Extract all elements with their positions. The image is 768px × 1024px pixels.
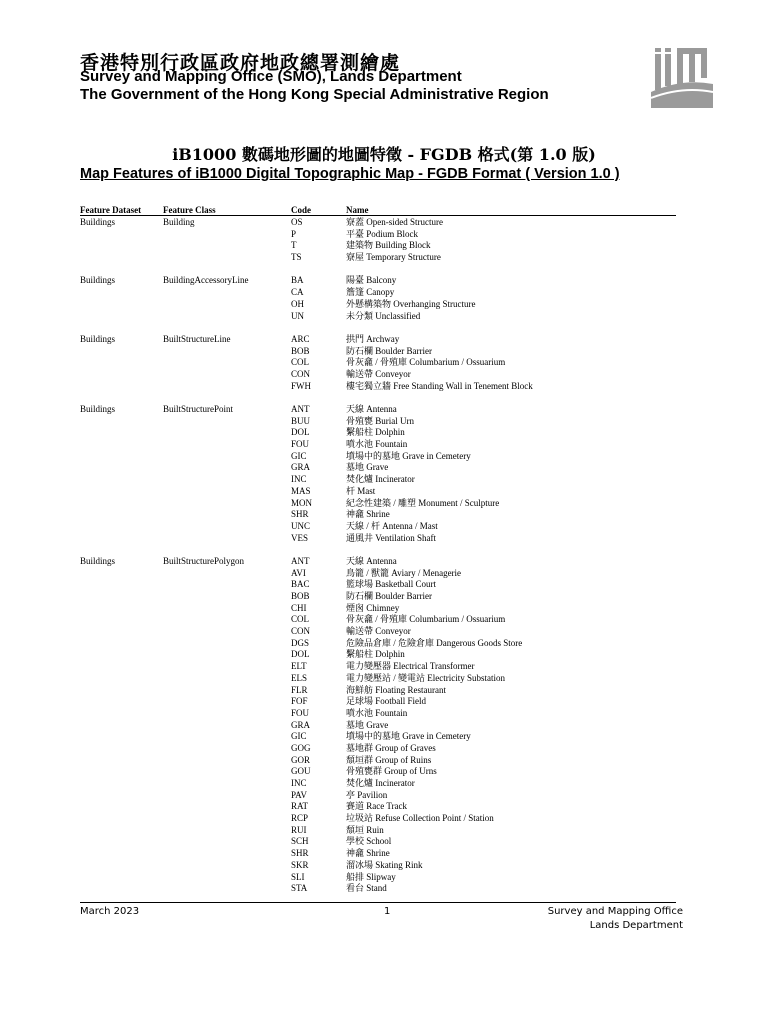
code-cell: OS [291,217,303,227]
feature-dataset-cell: Buildings [80,275,116,286]
code-cell: ARC [291,333,310,344]
code-cell: COL [291,614,309,625]
feature-group [0,275,768,322]
name-cell: 平臺 Podium Block [346,228,419,239]
feature-class-cell: Building [163,217,195,227]
table-row [0,521,768,533]
code-cell: TS [291,252,302,263]
table-row [0,334,768,346]
table-row [0,591,768,603]
table-row [0,462,768,474]
table-row [0,533,768,545]
table-row [0,299,768,311]
name-cell: 垃圾站 Refuse Collection Point / Station [346,813,494,824]
table-row [0,217,768,229]
table-row [0,883,768,895]
code-cell: CHI [291,602,307,613]
table-row [0,872,768,884]
code-cell: ANT [291,555,310,566]
code-cell: SLI [291,871,305,882]
header-org-english: Survey and Mapping Office (SMO), Lands Department [80,68,462,85]
name-cell: 陽臺 Balcony [346,275,397,286]
table-row [0,708,768,720]
name-cell: 輸送帶 Conveyor [346,626,411,637]
code-cell: UNC [291,520,311,531]
table-row [0,649,768,661]
table-row [0,579,768,591]
feature-dataset-cell: Buildings [80,555,116,566]
code-cell: AVI [291,567,306,578]
column-header-feature-class: Feature Class [163,205,216,215]
name-cell: 輸送帶 Conveyor [346,368,411,379]
feature-group [0,556,768,895]
table-row [0,603,768,615]
name-cell: 煙囪 Chimney [346,602,400,613]
table-row [0,813,768,825]
code-cell: RUI [291,824,307,835]
header-rule [80,215,676,216]
name-cell: 足球場 Football Field [346,696,427,707]
feature-dataset-cell: Buildings [80,333,116,344]
name-cell: 鳥籠 / 獸籠 Aviary / Menagerie [346,567,462,578]
table-row [0,427,768,439]
table-row [0,720,768,732]
feature-dataset-cell: Buildings [80,217,116,227]
name-cell: 電力變壓站 / 變電站 Electricity Substation [346,672,505,683]
table-row [0,661,768,673]
code-cell: INC [291,474,307,485]
table-row [0,568,768,580]
name-cell: 噴水池 Fountain [346,707,408,718]
name-cell: 噴水池 Fountain [346,439,408,450]
table-row [0,229,768,241]
code-cell: COL [291,357,309,368]
name-cell: 防石欄 Boulder Barrier [346,591,432,601]
column-header-code: Code [291,205,311,215]
table-row [0,696,768,708]
code-cell: FLR [291,684,308,695]
table-row [0,451,768,463]
code-cell: FOU [291,707,310,718]
table-row [0,626,768,638]
code-cell: RAT [291,801,309,812]
name-cell: 樓宅獨立牆 Free Standing Wall in Tenement Block [346,380,533,391]
name-cell: 籃球場 Basketball Court [346,579,436,590]
table-row [0,848,768,860]
code-cell: STA [291,883,308,894]
name-cell: 紀念性建築 / 雕塑 Monument / Sculpture [346,497,500,508]
code-cell: ELS [291,672,308,683]
name-cell: 神龕 Shrine [346,509,390,520]
code-cell: CON [291,626,311,637]
table-row [0,509,768,521]
table-row [0,357,768,369]
name-cell: 墓地 Grave [346,719,389,730]
code-cell: SHR [291,848,309,859]
table-row [0,498,768,510]
table-row [0,287,768,299]
code-cell: GIC [291,731,307,742]
name-cell: 頹垣 Ruin [346,824,384,835]
name-cell: 建築物 Building Block [346,240,431,251]
code-cell: SHR [291,509,309,520]
name-cell: 簷篷 Canopy [346,287,395,298]
table-row [0,556,768,568]
code-cell: MAS [291,485,311,496]
name-cell: 神龕 Shrine [346,848,390,859]
table-row [0,790,768,802]
feature-table-body [0,217,768,895]
feature-class-cell: BuiltStructureLine [163,333,231,344]
column-header-name: Name [346,205,369,215]
name-cell: 防石欄 Boulder Barrier [346,345,432,356]
name-cell: 頹垣群 Group of Ruins [346,754,432,765]
code-cell: GIC [291,450,307,461]
name-cell: 亭 Pavilion [346,789,388,800]
name-cell: 船排 Slipway [346,871,396,882]
code-cell: FOF [291,696,308,707]
code-cell: DOL [291,649,310,660]
table-row [0,638,768,650]
table-row [0,685,768,697]
name-cell: 杆 Mast [346,485,376,496]
name-cell: 天線 Antenna [346,555,397,566]
code-cell: GOU [291,766,311,777]
name-cell: 天線 / 杆 Antenna / Mast [346,520,438,531]
table-row [0,252,768,264]
code-cell: GRA [291,462,311,473]
code-cell: ELT [291,661,307,672]
name-cell: 焚化爐 Incinerator [346,778,415,788]
table-row [0,743,768,755]
smo-logo-icon [651,48,713,108]
table-row [0,801,768,813]
code-cell: INC [291,778,307,788]
name-cell: 骨殖甕群 Group of Urns [346,766,437,777]
footer-office: Survey and Mapping Office [547,906,683,917]
name-cell: 墓地 Grave [346,462,389,473]
code-cell: RCP [291,813,309,824]
table-row [0,439,768,451]
name-cell: 繫船柱 Dolphin [346,649,405,660]
feature-class-cell: BuiltStructurePolygon [163,555,244,566]
code-cell: PAV [291,789,308,800]
name-cell: 通風井 Ventilation Shaft [346,532,436,543]
name-cell: 墳場中的墓地 Grave in Cemetery [346,450,471,461]
feature-group [0,334,768,392]
code-cell: DOL [291,427,310,438]
table-row [0,673,768,685]
page-title-english: Map Features of iB1000 Digital Topographic Map - FGDB Format ( Version 1.0 ) [80,166,620,182]
footer-rule [80,902,676,903]
name-cell: 外懸構築物 Overhanging Structure [346,298,476,309]
code-cell: UN [291,310,304,321]
header-org-chinese: 香港特別行政區政府地政總署測繪處 [80,52,401,74]
table-row [0,766,768,778]
name-cell: 看台 Stand [346,883,387,894]
name-cell: 天線 Antenna [346,404,397,414]
code-cell: P [291,228,297,239]
code-cell: BOB [291,345,310,356]
code-cell: CON [291,368,311,379]
feature-dataset-cell: Buildings [80,404,116,414]
code-cell: VES [291,532,309,543]
table-row [0,825,768,837]
name-cell: 骨灰龕 / 骨殖庫 Columbarium / Ossuarium [346,357,506,368]
code-cell: BUU [291,415,311,426]
footer-date: March 2023 [80,906,140,917]
code-cell: T [291,240,297,251]
name-cell: 骨殖甕 Burial Urn [346,415,414,426]
name-cell: 危險品倉庫 / 危險倉庫 Dangerous Goods Store [346,637,523,648]
code-cell: FWH [291,380,311,391]
code-cell: CA [291,287,304,298]
code-cell: MON [291,497,313,508]
name-cell: 賽道 Race Track [346,801,407,812]
table-row [0,486,768,498]
table-row [0,240,768,252]
name-cell: 未分類 Unclassified [346,310,421,321]
code-cell: FOU [291,439,310,450]
name-cell: 學校 School [346,836,392,847]
table-row [0,836,768,848]
page-title-chinese: iB1000 數碼地形圖的地圖特徵 - FGDB 格式(第 1.0 版) [172,145,596,164]
name-cell: 寮屋 Temporary Structure [346,252,441,263]
name-cell: 墳場中的墓地 Grave in Cemetery [346,731,471,742]
code-cell: BA [291,275,304,286]
table-row [0,311,768,323]
table-row [0,474,768,486]
name-cell: 溜冰場 Skating Rink [346,859,423,870]
footer-department: Lands Department [589,920,683,931]
code-cell: SKR [291,859,309,870]
table-row [0,614,768,626]
code-cell: GOG [291,742,311,753]
table-row [0,346,768,358]
feature-class-cell: BuiltStructurePoint [163,404,234,414]
column-header-feature-dataset: Feature Dataset [80,205,142,215]
name-cell: 電力變壓器 Electrical Transformer [346,661,475,672]
table-row [0,416,768,428]
table-row [0,731,768,743]
table-row [0,275,768,287]
code-cell: GOR [291,754,311,765]
table-row [0,404,768,416]
code-cell: BOB [291,591,310,601]
name-cell: 海鮮舫 Floating Restaurant [346,684,446,695]
table-row [0,778,768,790]
name-cell: 拱門 Archway [346,333,400,344]
code-cell: BAC [291,579,310,590]
table-row [0,755,768,767]
table-row [0,381,768,393]
name-cell: 焚化爐 Incinerator [346,474,415,485]
code-cell: ANT [291,404,310,414]
name-cell: 墓地群 Group of Graves [346,742,436,753]
feature-class-cell: BuildingAccessoryLine [163,275,249,286]
code-cell: SCH [291,836,309,847]
feature-group [0,217,768,264]
header-government: The Government of the Hong Kong Special Administrative Region [80,86,549,103]
name-cell: 寮蓋 Open-sided Structure [346,217,443,227]
name-cell: 繫船柱 Dolphin [346,427,405,438]
code-cell: DGS [291,637,310,648]
name-cell: 骨灰龕 / 骨殖庫 Columbarium / Ossuarium [346,614,506,625]
footer-page-number: 1 [384,906,391,917]
table-row [0,860,768,872]
code-cell: GRA [291,719,311,730]
code-cell: OH [291,298,304,309]
table-row [0,369,768,381]
feature-group [0,404,768,544]
